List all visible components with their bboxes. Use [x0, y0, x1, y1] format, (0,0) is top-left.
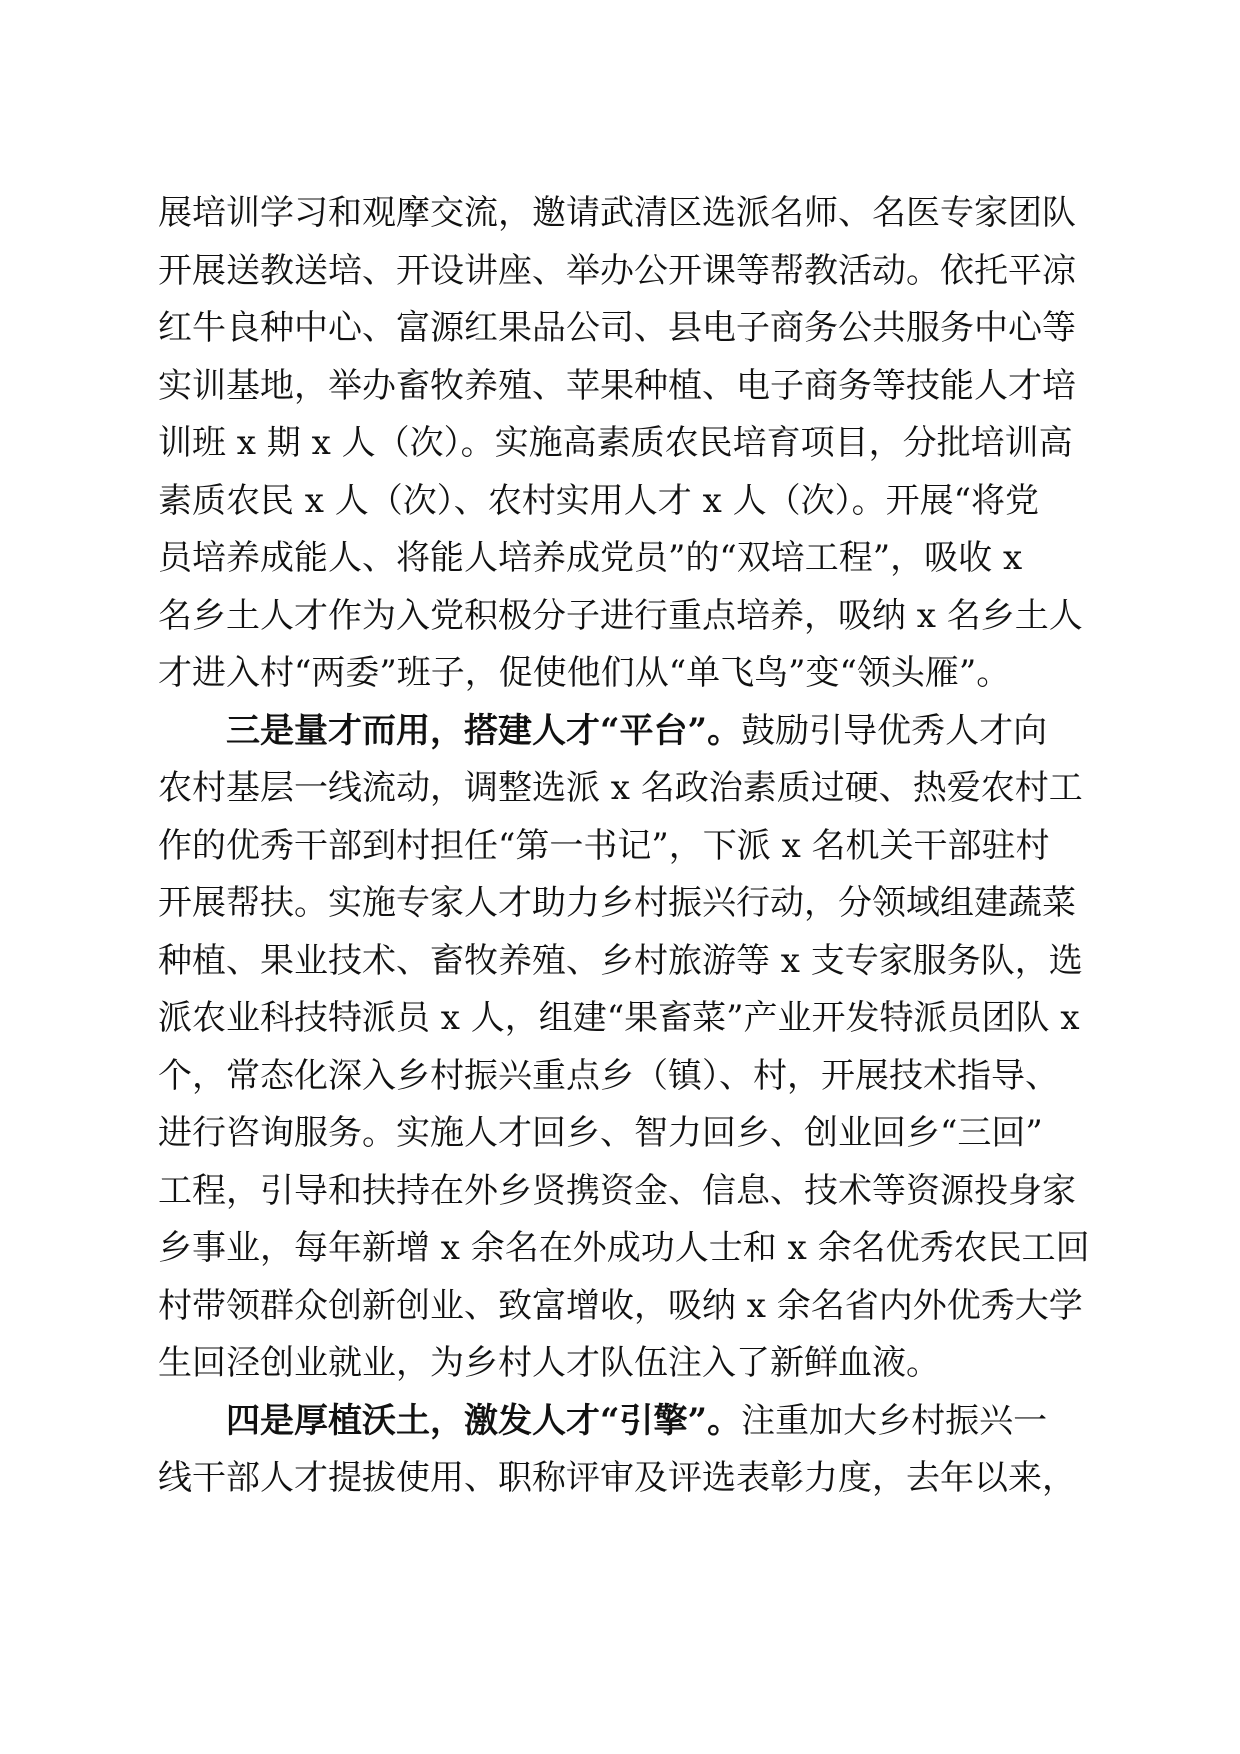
document-body — [158, 185, 1088, 1508]
text-line: 红牛良种中心、富源红果品公司、县电子商务公共服务中心等 — [158, 308, 1076, 348]
paragraph-first-line — [158, 1393, 1088, 1451]
text-line: 开展送教送培、开设讲座、举办公开课等帮教活动。依托平凉 — [158, 250, 1076, 291]
text-line: 展培训学习和观摩交流，邀请武清区选派名师、名医专家团队 — [158, 193, 1076, 233]
text-line: 才进入村“两委”班子，促使他们从“单飞鸟”变“领头雁”。 — [158, 653, 1011, 693]
text-line: 乡事业，每年新增 x 余名在外成功人士和 x 余名优秀农民工回 — [158, 1228, 1090, 1268]
text-line: 训班 x 期 x 人（次）。实施高素质农民培育项目，分批培训高 — [158, 423, 1073, 463]
text-line: 工程，引导和扶持在外乡贤携资金、信息、技术等资源投身家 — [158, 1170, 1076, 1211]
text-line: 名乡土人才作为入党积极分子进行重点培养，吸纳 x 名乡土人 — [158, 595, 1083, 636]
text-line: 线干部人才提拔使用、职称评审及评选表彰力度，去年以来， — [158, 1458, 1076, 1498]
text-line: 派农业科技特派员 x 人，组建“果畜菜”产业开发特派员团队 x — [158, 998, 1080, 1038]
text-run: 鼓励引导优秀人才向 — [741, 710, 1048, 751]
text-line: 种植、果业技术、畜牧养殖、乡村旅游等 x 支专家服务队，选 — [158, 940, 1083, 981]
text-run: 注重加大乡村振兴一 — [741, 1400, 1048, 1441]
text-line: 农村基层一线流动，调整选派 x 名政治素质过硬、热爱农村工 — [158, 768, 1083, 808]
paragraph-first-line — [158, 703, 1088, 761]
text-line: 实训基地，举办畜牧养殖、苹果种植、电子商务等技能人才培 — [158, 365, 1076, 406]
section-heading: 四是厚植沃土，激发人才“引擎”。 — [226, 1400, 742, 1441]
text-line: 素质农民 x 人（次）、农村实用人才 x 人（次）。开展“将党 — [158, 480, 1039, 521]
text-line: 作的优秀干部到村担任“第一书记”，下派 x 名机关干部驻村 — [158, 825, 1050, 866]
text-line: 个，常态化深入乡村振兴重点乡（镇）、村，开展技术指导、 — [158, 1055, 1059, 1096]
text-line: 开展帮扶。实施专家人才助力乡村振兴行动，分领域组建蔬菜 — [158, 883, 1076, 923]
section-heading: 三是量才而用，搭建人才“平台”。 — [226, 710, 742, 751]
text-line: 生回泾创业就业，为乡村人才队伍注入了新鲜血液。 — [158, 1343, 940, 1383]
text-line: 进行咨询服务。实施人才回乡、智力回乡、创业回乡“三回” — [158, 1113, 1043, 1153]
text-line: 村带领群众创新创业、致富增收，吸纳 x 余名省内外优秀大学 — [158, 1285, 1083, 1326]
text-line: 员培养成能人、将能人培养成党员”的“双培工程”，吸收 x — [158, 538, 1023, 578]
